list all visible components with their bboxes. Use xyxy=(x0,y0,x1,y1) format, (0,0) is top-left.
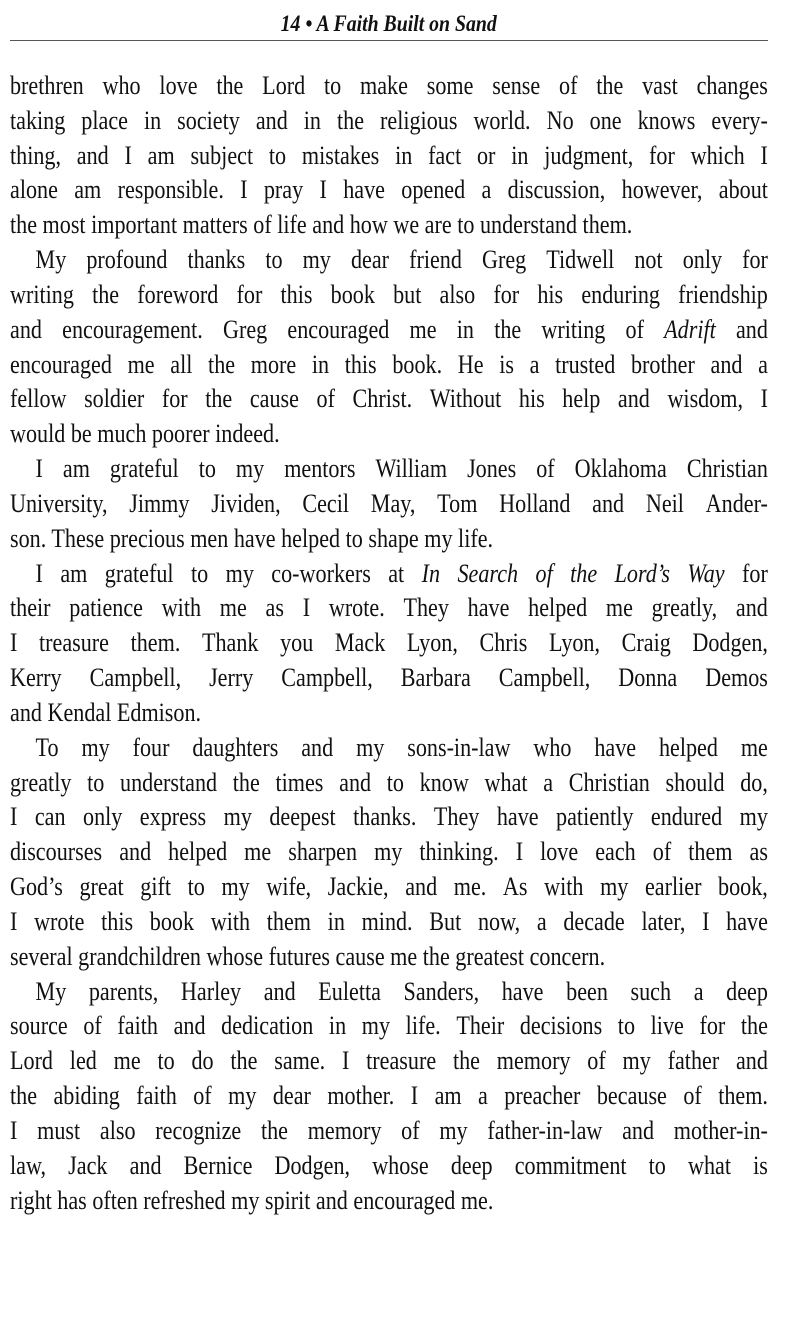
text-line-content: alone am responsible. I pray I have opened a discussion, however, about xyxy=(10,175,768,205)
text-line xyxy=(10,243,768,278)
text-line-content: thing, and I am subject to mistakes in fact or in judgment, for which I xyxy=(10,140,768,170)
text-line xyxy=(10,452,768,487)
text-line xyxy=(10,557,768,592)
text-line-content: Lord led me to do the same. I treasure the memory of my father and xyxy=(10,1046,768,1076)
text-line xyxy=(10,766,768,801)
text-line-content: writing the foreword for this book but also for his enduring friendship xyxy=(10,279,768,309)
text-line-content: I can only express my deepest thanks. They have patiently endured my xyxy=(10,802,768,832)
text-line xyxy=(10,800,768,835)
text-line-content: the abiding faith of my dear mother. I am a preacher because of them. xyxy=(10,1081,768,1111)
text-line-content: right has often refreshed my spirit and encouraged me. xyxy=(10,1185,494,1215)
text-line-content: their patience with me as I wrote. They have helped me greatly, and xyxy=(10,593,768,623)
text-line xyxy=(10,1149,768,1184)
text-line-content: University, Jimmy Jividen, Cecil May, Tom Holland and Neil Ander- xyxy=(10,488,768,518)
text-line xyxy=(10,696,768,731)
text-line-content: son. These precious men have helped to shape my life. xyxy=(10,523,494,553)
text-line xyxy=(10,661,768,696)
text-line xyxy=(10,940,768,975)
running-title: A Faith Built on Sand xyxy=(316,11,498,36)
text-line xyxy=(10,173,768,208)
text-line-content: brethren who love the Lord to make some sense of the vast changes xyxy=(10,71,768,100)
text-line xyxy=(10,1184,768,1219)
text-line-content: To my four daughters and my sons-in-law who have helped me xyxy=(35,732,768,762)
body-text xyxy=(10,69,768,1218)
text-line-content: would be much poorer indeed. xyxy=(10,419,280,449)
text-line xyxy=(10,278,768,313)
text-line xyxy=(10,975,768,1010)
text-line xyxy=(10,1044,768,1079)
text-line xyxy=(10,208,768,243)
text-line-content: several grandchildren whose futures cause me the greatest concern. xyxy=(10,941,606,971)
text-line-content: I am grateful to my co-workers at In Search of the Lord’s Way for xyxy=(35,558,768,588)
running-header xyxy=(10,8,768,40)
text-line xyxy=(10,1079,768,1114)
text-line-content: taking place in society and in the religious world. No one knows every- xyxy=(10,105,768,135)
text-line-content: and Kendal Edmison. xyxy=(10,697,202,727)
text-line xyxy=(10,870,768,905)
text-line-content: Kerry Campbell, Jerry Campbell, Barbara Campbell, Donna Demos xyxy=(10,663,768,693)
text-line xyxy=(10,348,768,383)
text-line-content: encouraged me all the more in this book. He is a trusted brother and a xyxy=(10,349,768,379)
running-header-text xyxy=(281,8,497,40)
text-line xyxy=(10,626,768,661)
text-line-content: fellow soldier for the cause of Christ. Without his help and wisdom, I xyxy=(10,384,768,414)
text-line-content: I wrote this book with them in mind. But now, a decade later, I have xyxy=(10,906,768,936)
text-line-content: My profound thanks to my dear friend Greg Tidwell not only for xyxy=(35,245,768,275)
text-line xyxy=(10,139,768,174)
text-line xyxy=(10,522,768,557)
text-line-content: greatly to understand the times and to know what a Christian should do, xyxy=(10,767,768,797)
text-line-content: I treasure them. Thank you Mack Lyon, Chris Lyon, Craig Dodgen, xyxy=(10,628,768,658)
text-line xyxy=(10,731,768,766)
text-line-content: I am grateful to my mentors William Jones of Oklahoma Christian xyxy=(35,454,768,484)
text-line xyxy=(10,313,768,348)
text-line xyxy=(10,1009,768,1044)
page-number: 14 xyxy=(280,11,301,36)
text-line-content: discourses and helped me sharpen my thinking. I love each of them as xyxy=(10,837,768,867)
text-line xyxy=(10,487,768,522)
text-line xyxy=(10,835,768,870)
text-line xyxy=(10,69,768,104)
text-line-content: law, Jack and Bernice Dodgen, whose deep commitment to what is xyxy=(10,1150,768,1180)
text-line-content: I must also recognize the memory of my father-in-law and mother-in- xyxy=(10,1115,768,1145)
text-line xyxy=(10,591,768,626)
bullet-separator: • xyxy=(305,11,313,36)
text-line xyxy=(10,104,768,139)
text-line-content: My parents, Harley and Euletta Sanders, have been such a deep xyxy=(35,976,768,1006)
text-line xyxy=(10,1114,768,1149)
text-line-content: and encouragement. Greg encouraged me in the writing of Adrift and xyxy=(10,314,768,344)
text-line xyxy=(10,905,768,940)
text-line xyxy=(10,417,768,452)
text-line-content: God’s great gift to my wife, Jackie, and me. As with my earlier book, xyxy=(10,872,768,902)
header-rule xyxy=(10,40,768,41)
text-line xyxy=(10,382,768,417)
text-line-content: source of faith and dedication in my life. Their decisions to live for the xyxy=(10,1011,768,1041)
text-line-content: the most important matters of life and how we are to understand them. xyxy=(10,210,633,240)
